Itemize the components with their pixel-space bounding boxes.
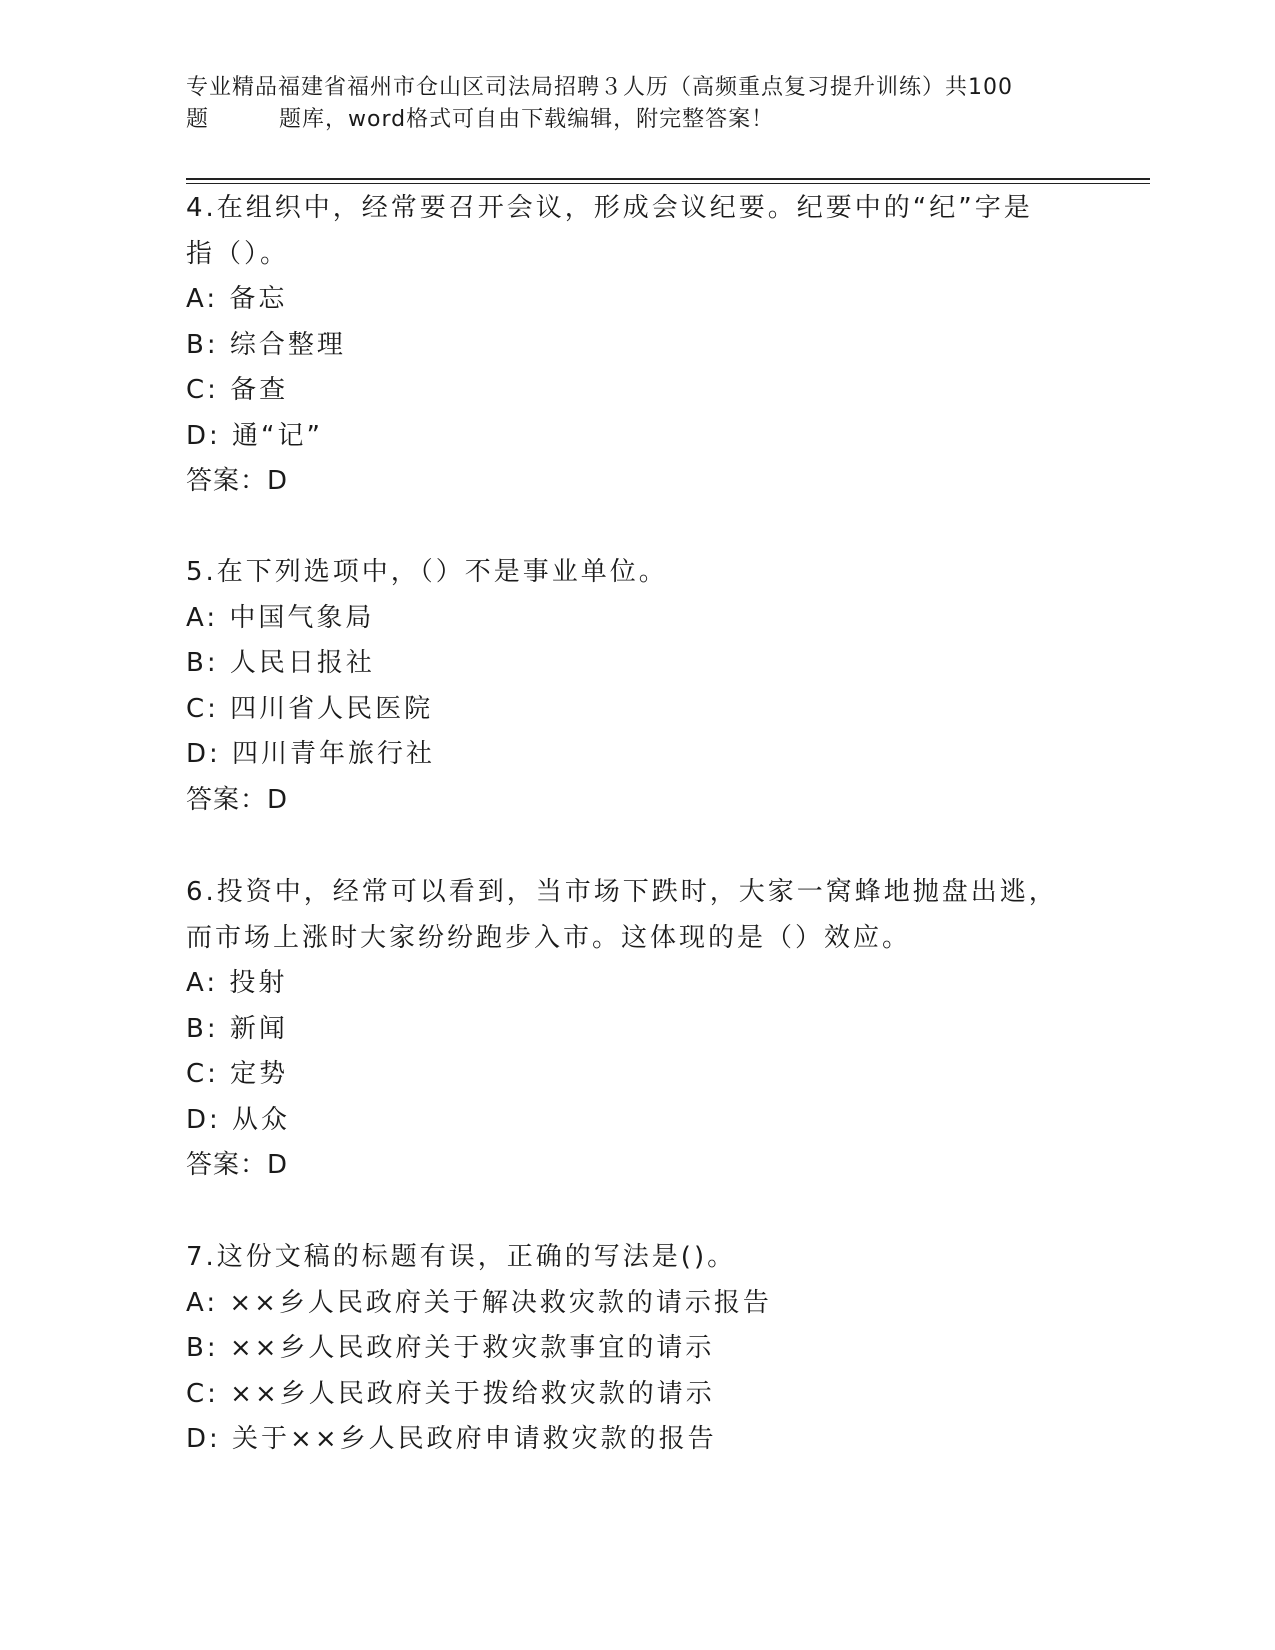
answer: 答案：D [186, 784, 289, 815]
option-a: A: 备忘 [186, 284, 288, 314]
question-stem: 5.在下列选项中，（）不是事业单位。 [186, 557, 668, 587]
option-b: B: 新闻 [186, 1013, 288, 1044]
header-title-cont: 题 [186, 107, 210, 132]
option-a: A: 投射 [186, 968, 288, 998]
header-divider-thin [186, 183, 1150, 184]
question-stem: 7.这份文稿的标题有误，正确的写法是()。 [186, 1242, 737, 1272]
question-stem: 6.投资中，经常可以看到，当市场下跌时，大家一窝蜂地抛盘出逃， [186, 877, 1058, 907]
option-d: D: 通“记” [186, 420, 323, 451]
question-4 [186, 186, 1086, 505]
option-d: D: 从众 [186, 1104, 291, 1135]
option-d: D: 四川青年旅行社 [186, 739, 436, 769]
header-subtitle: 题库，word格式可自由下载编辑，附完整答案！ [279, 107, 775, 132]
document-header [186, 72, 1086, 136]
question-stem-cont: 而市场上涨时大家纷纷跑步入市。这体现的是（）效应。 [186, 922, 912, 953]
option-c: C: 四川省人民医院 [186, 693, 434, 724]
option-b: B: 人民日报社 [186, 648, 375, 678]
option-c: C: 定势 [186, 1059, 289, 1089]
header-title: 专业精品福建省福州市仓山区司法局招聘３人历（高频重点复习提升训练）共100 [186, 75, 1013, 100]
option-b: B: 综合整理 [186, 329, 346, 360]
question-stem-cont: 指（）。 [186, 238, 290, 269]
question-6 [186, 870, 1086, 1189]
option-d: D: 关于××乡人民政府申请救灾款的报告 [186, 1424, 717, 1454]
option-a: A: 中国气象局 [186, 602, 375, 633]
header-line-2 [186, 104, 1086, 136]
option-c: C: ××乡人民政府关于拨给救灾款的请示 [186, 1378, 715, 1409]
option-c: C: 备查 [186, 375, 289, 405]
option-b: B: ××乡人民政府关于救灾款事宜的请示 [186, 1333, 715, 1363]
header-divider-thick [186, 178, 1150, 180]
question-stem: 4.在组织中，经常要召开会议，形成会议纪要。纪要中的“纪”字是 [186, 193, 1033, 223]
option-a: A: ××乡人民政府关于解决救灾款的请示报告 [186, 1287, 772, 1318]
answer: 答案：D [186, 1150, 289, 1180]
answer: 答案：D [186, 466, 289, 496]
question-7 [186, 1235, 1086, 1463]
header-line-1 [186, 72, 1086, 104]
question-5 [186, 550, 1086, 823]
